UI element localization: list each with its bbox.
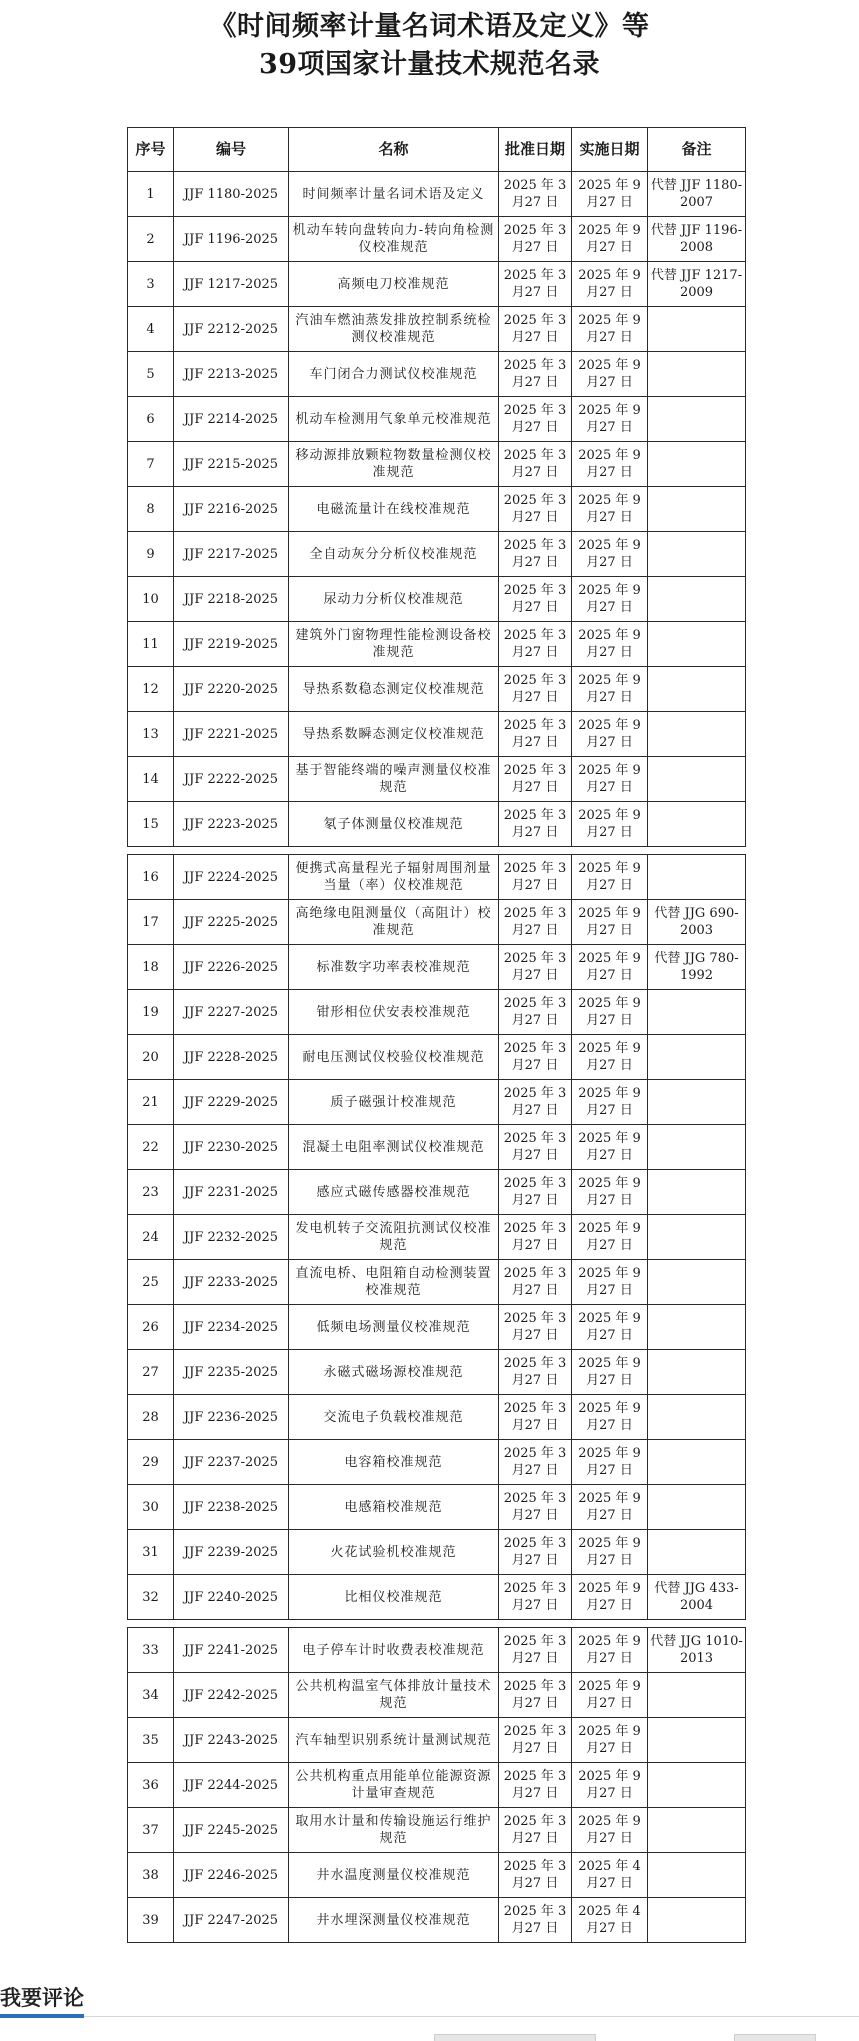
cell-code: JJF 2241-2025 <box>174 1628 289 1673</box>
cell-approve-date: 2025 年 3月27 日 <box>499 712 572 757</box>
comment-tab-underline <box>0 2014 84 2018</box>
cell-approve-date: 2025 年 3月27 日 <box>499 1215 572 1260</box>
cell-code: JJF 2245-2025 <box>174 1808 289 1853</box>
cell-remark <box>648 1035 746 1080</box>
header-approve-date: 批准日期 <box>499 128 572 172</box>
table-row <box>128 1808 746 1853</box>
cell-approve-date: 2025 年 3月27 日 <box>499 1305 572 1350</box>
divider <box>0 2016 859 2017</box>
cell-approve-date: 2025 年 3月27 日 <box>499 397 572 442</box>
cell-name: 电磁流量计在线校准规范 <box>289 487 499 532</box>
cell-implement-date: 2025 年 9月27 日 <box>572 397 648 442</box>
cell-seq: 34 <box>128 1673 174 1718</box>
cell-implement-date: 2025 年 9月27 日 <box>572 802 648 847</box>
cell-name: 导热系数稳态测定仪校准规范 <box>289 667 499 712</box>
cell-seq: 9 <box>128 532 174 577</box>
table-row <box>128 1260 746 1305</box>
cell-seq: 8 <box>128 487 174 532</box>
cell-code: JJF 1217-2025 <box>174 262 289 307</box>
cell-seq: 7 <box>128 442 174 487</box>
cell-code: JJF 2237-2025 <box>174 1440 289 1485</box>
cell-implement-date: 2025 年 9月27 日 <box>572 945 648 990</box>
cell-code: JJF 2221-2025 <box>174 712 289 757</box>
cell-name: 车门闭合力测试仪校准规范 <box>289 352 499 397</box>
cell-code: JJF 2219-2025 <box>174 622 289 667</box>
table-row <box>128 712 746 757</box>
cell-implement-date: 2025 年 9月27 日 <box>572 1215 648 1260</box>
cell-remark <box>648 1125 746 1170</box>
cell-implement-date: 2025 年 9月27 日 <box>572 352 648 397</box>
cell-seq: 16 <box>128 855 174 900</box>
cell-approve-date: 2025 年 3月27 日 <box>499 1718 572 1763</box>
cell-remark <box>648 622 746 667</box>
cell-code: JJF 2212-2025 <box>174 307 289 352</box>
cell-implement-date: 2025 年 9月27 日 <box>572 1718 648 1763</box>
cell-remark <box>648 855 746 900</box>
cell-implement-date: 2025 年 9月27 日 <box>572 442 648 487</box>
cell-seq: 39 <box>128 1898 174 1943</box>
cell-approve-date: 2025 年 3月27 日 <box>499 900 572 945</box>
cell-name: 机动车转向盘转向力-转向角检测仪校准规范 <box>289 217 499 262</box>
table-row <box>128 855 746 900</box>
cell-name: 汽油车燃油蒸发排放控制系统检测仪校准规范 <box>289 307 499 352</box>
cell-name: 机动车检测用气象单元校准规范 <box>289 397 499 442</box>
cell-implement-date: 2025 年 9月27 日 <box>572 1395 648 1440</box>
cell-remark <box>648 1530 746 1575</box>
cell-code: JJF 2222-2025 <box>174 757 289 802</box>
table-row <box>128 1305 746 1350</box>
cell-name: 高绝缘电阻测量仪（高阻计）校准规范 <box>289 900 499 945</box>
table-row <box>128 172 746 217</box>
cell-approve-date: 2025 年 3月27 日 <box>499 1170 572 1215</box>
page-break-cell <box>128 847 746 855</box>
table-row <box>128 217 746 262</box>
cell-code: JJF 2228-2025 <box>174 1035 289 1080</box>
table-row <box>128 1628 746 1673</box>
cell-name: 公共机构重点用能单位能源资源计量审查规范 <box>289 1763 499 1808</box>
cell-remark: 代替 JJG 1010-2013 <box>648 1628 746 1673</box>
cell-remark <box>648 1763 746 1808</box>
table-row <box>128 1035 746 1080</box>
cell-name: 发电机转子交流阻抗测试仪校准规范 <box>289 1215 499 1260</box>
cell-name: 汽车轴型识别系统计量测试规范 <box>289 1718 499 1763</box>
cell-remark <box>648 1853 746 1898</box>
table-row <box>128 1898 746 1943</box>
cell-implement-date: 2025 年 9月27 日 <box>572 1673 648 1718</box>
cell-seq: 21 <box>128 1080 174 1125</box>
cell-implement-date: 2025 年 9月27 日 <box>572 1440 648 1485</box>
cell-seq: 12 <box>128 667 174 712</box>
cell-name: 电容箱校准规范 <box>289 1440 499 1485</box>
cell-approve-date: 2025 年 3月27 日 <box>499 1485 572 1530</box>
cell-remark <box>648 1260 746 1305</box>
cell-remark <box>648 1440 746 1485</box>
table-row <box>128 1440 746 1485</box>
table-row <box>128 307 746 352</box>
cell-name: 时间频率计量名词术语及定义 <box>289 172 499 217</box>
cell-seq: 13 <box>128 712 174 757</box>
cell-implement-date: 2025 年 9月27 日 <box>572 900 648 945</box>
cell-approve-date: 2025 年 3月27 日 <box>499 1763 572 1808</box>
cell-seq: 36 <box>128 1763 174 1808</box>
cell-name: 公共机构温室气体排放计量技术规范 <box>289 1673 499 1718</box>
cell-name: 基于智能终端的噪声测量仪校准规范 <box>289 757 499 802</box>
table-row <box>128 1080 746 1125</box>
cell-seq: 26 <box>128 1305 174 1350</box>
cell-approve-date: 2025 年 3月27 日 <box>499 1395 572 1440</box>
cell-seq: 31 <box>128 1530 174 1575</box>
cell-remark: 代替 JJF 1217-2009 <box>648 262 746 307</box>
cell-code: JJF 2242-2025 <box>174 1673 289 1718</box>
cell-seq: 2 <box>128 217 174 262</box>
cell-name: 交流电子负载校准规范 <box>289 1395 499 1440</box>
table-row <box>128 1125 746 1170</box>
cell-approve-date: 2025 年 3月27 日 <box>499 1440 572 1485</box>
cell-remark <box>648 1485 746 1530</box>
cell-name: 电感箱校准规范 <box>289 1485 499 1530</box>
cell-name: 便携式高量程光子辐射周围剂量当量（率）仪校准规范 <box>289 855 499 900</box>
table-row <box>128 1763 746 1808</box>
cell-approve-date: 2025 年 3月27 日 <box>499 577 572 622</box>
cell-name: 高频电刀校准规范 <box>289 262 499 307</box>
cell-name: 直流电桥、电阻箱自动检测装置校准规范 <box>289 1260 499 1305</box>
cell-code: JJF 2243-2025 <box>174 1718 289 1763</box>
cell-name: 氡子体测量仪校准规范 <box>289 802 499 847</box>
header-implement-date: 实施日期 <box>572 128 648 172</box>
cell-code: JJF 1196-2025 <box>174 217 289 262</box>
cell-code: JJF 2225-2025 <box>174 900 289 945</box>
cell-code: JJF 2246-2025 <box>174 1853 289 1898</box>
cell-code: JJF 2218-2025 <box>174 577 289 622</box>
cell-approve-date: 2025 年 3月27 日 <box>499 1035 572 1080</box>
table-row <box>128 577 746 622</box>
cell-implement-date: 2025 年 9月27 日 <box>572 1170 648 1215</box>
cell-approve-date: 2025 年 3月27 日 <box>499 352 572 397</box>
cell-implement-date: 2025 年 9月27 日 <box>572 1575 648 1620</box>
cell-seq: 27 <box>128 1350 174 1395</box>
table-row <box>128 397 746 442</box>
cell-remark <box>648 990 746 1035</box>
cell-code: JJF 2238-2025 <box>174 1485 289 1530</box>
cell-implement-date: 2025 年 9月27 日 <box>572 532 648 577</box>
cell-remark <box>648 757 746 802</box>
table-row <box>128 1215 746 1260</box>
cell-name: 质子磁强计校准规范 <box>289 1080 499 1125</box>
table-row <box>128 1170 746 1215</box>
cell-remark <box>648 307 746 352</box>
cell-implement-date: 2025 年 9月27 日 <box>572 1260 648 1305</box>
cell-approve-date: 2025 年 3月27 日 <box>499 1898 572 1943</box>
cell-name: 井水埋深测量仪校准规范 <box>289 1898 499 1943</box>
cell-approve-date: 2025 年 3月27 日 <box>499 307 572 352</box>
table-row <box>128 442 746 487</box>
cell-code: JJF 2216-2025 <box>174 487 289 532</box>
cell-approve-date: 2025 年 3月27 日 <box>499 1350 572 1395</box>
cell-name: 火花试验机校准规范 <box>289 1530 499 1575</box>
cell-remark <box>648 1080 746 1125</box>
cell-name: 比相仪校准规范 <box>289 1575 499 1620</box>
cell-approve-date: 2025 年 3月27 日 <box>499 855 572 900</box>
table-row <box>128 1350 746 1395</box>
cell-implement-date: 2025 年 9月27 日 <box>572 1808 648 1853</box>
cell-approve-date: 2025 年 3月27 日 <box>499 1125 572 1170</box>
cell-name: 低频电场测量仪校准规范 <box>289 1305 499 1350</box>
cell-remark <box>648 352 746 397</box>
cell-name: 井水温度测量仪校准规范 <box>289 1853 499 1898</box>
comment-section <box>0 1972 859 2040</box>
cell-seq: 22 <box>128 1125 174 1170</box>
table-row <box>128 262 746 307</box>
cell-implement-date: 2025 年 4月27 日 <box>572 1853 648 1898</box>
cell-seq: 18 <box>128 945 174 990</box>
cell-code: JJF 2232-2025 <box>174 1215 289 1260</box>
cell-approve-date: 2025 年 3月27 日 <box>499 262 572 307</box>
cell-seq: 29 <box>128 1440 174 1485</box>
cell-implement-date: 2025 年 9月27 日 <box>572 577 648 622</box>
cell-seq: 11 <box>128 622 174 667</box>
cell-seq: 38 <box>128 1853 174 1898</box>
cell-name: 永磁式磁场源校准规范 <box>289 1350 499 1395</box>
table-row <box>128 1575 746 1620</box>
cell-remark: 代替 JJF 1196-2008 <box>648 217 746 262</box>
cell-approve-date: 2025 年 3月27 日 <box>499 1853 572 1898</box>
cell-name: 全自动灰分分析仪校准规范 <box>289 532 499 577</box>
cell-approve-date: 2025 年 3月27 日 <box>499 487 572 532</box>
cell-code: JJF 2236-2025 <box>174 1395 289 1440</box>
cell-remark <box>648 1718 746 1763</box>
cell-name: 电子停车计时收费表校准规范 <box>289 1628 499 1673</box>
cell-implement-date: 2025 年 9月27 日 <box>572 1763 648 1808</box>
cell-approve-date: 2025 年 3月27 日 <box>499 1080 572 1125</box>
table-header-row <box>128 128 746 172</box>
cell-name: 标准数字功率表校准规范 <box>289 945 499 990</box>
header-seq: 序号 <box>128 128 174 172</box>
cell-name: 混凝土电阻率测试仪校准规范 <box>289 1125 499 1170</box>
table-row <box>128 1718 746 1763</box>
header-code: 编号 <box>174 128 289 172</box>
cell-approve-date: 2025 年 3月27 日 <box>499 802 572 847</box>
cell-seq: 15 <box>128 802 174 847</box>
cell-seq: 37 <box>128 1808 174 1853</box>
cell-seq: 28 <box>128 1395 174 1440</box>
table-row <box>128 1395 746 1440</box>
cell-seq: 30 <box>128 1485 174 1530</box>
cell-approve-date: 2025 年 3月27 日 <box>499 1628 572 1673</box>
cell-code: JJF 2234-2025 <box>174 1305 289 1350</box>
cell-approve-date: 2025 年 3月27 日 <box>499 945 572 990</box>
cell-seq: 19 <box>128 990 174 1035</box>
table-row <box>128 1530 746 1575</box>
cell-implement-date: 2025 年 9月27 日 <box>572 487 648 532</box>
table-row <box>128 900 746 945</box>
cell-seq: 14 <box>128 757 174 802</box>
table-row <box>128 990 746 1035</box>
cell-remark <box>648 1808 746 1853</box>
cell-remark: 代替 JJG 780-1992 <box>648 945 746 990</box>
cell-implement-date: 2025 年 9月27 日 <box>572 712 648 757</box>
cell-seq: 5 <box>128 352 174 397</box>
cell-implement-date: 2025 年 9月27 日 <box>572 217 648 262</box>
cell-remark: 代替 JJG 433-2004 <box>648 1575 746 1620</box>
table-row <box>128 487 746 532</box>
cell-remark <box>648 1898 746 1943</box>
cell-code: JJF 2217-2025 <box>174 532 289 577</box>
cell-implement-date: 2025 年 9月27 日 <box>572 1350 648 1395</box>
cell-implement-date: 2025 年 9月27 日 <box>572 622 648 667</box>
table-page-break <box>128 847 746 855</box>
cell-approve-date: 2025 年 3月27 日 <box>499 1575 572 1620</box>
cell-implement-date: 2025 年 9月27 日 <box>572 1125 648 1170</box>
cell-remark <box>648 667 746 712</box>
cell-seq: 35 <box>128 1718 174 1763</box>
cell-remark <box>648 802 746 847</box>
table-row <box>128 532 746 577</box>
cell-implement-date: 2025 年 9月27 日 <box>572 262 648 307</box>
cell-approve-date: 2025 年 3月27 日 <box>499 622 572 667</box>
cell-approve-date: 2025 年 3月27 日 <box>499 1673 572 1718</box>
cell-implement-date: 2025 年 9月27 日 <box>572 855 648 900</box>
title-line-2: 39项国家计量技术规范名录 <box>258 49 601 80</box>
title-line-1: 《时间频率计量名词术语及定义》等 <box>209 11 650 42</box>
cell-name: 尿动力分析仪校准规范 <box>289 577 499 622</box>
cell-seq: 1 <box>128 172 174 217</box>
cell-name: 建筑外门窗物理性能检测设备校准规范 <box>289 622 499 667</box>
cell-code: JJF 2239-2025 <box>174 1530 289 1575</box>
table-row <box>128 1853 746 1898</box>
cell-approve-date: 2025 年 3月27 日 <box>499 172 572 217</box>
cell-code: JJF 1180-2025 <box>174 172 289 217</box>
cell-seq: 20 <box>128 1035 174 1080</box>
table-row <box>128 945 746 990</box>
cell-code: JJF 2247-2025 <box>174 1898 289 1943</box>
cell-remark <box>648 1215 746 1260</box>
cell-remark <box>648 712 746 757</box>
cell-code: JJF 2233-2025 <box>174 1260 289 1305</box>
header-name: 名称 <box>289 128 499 172</box>
cell-seq: 6 <box>128 397 174 442</box>
cell-implement-date: 2025 年 9月27 日 <box>572 667 648 712</box>
cell-seq: 3 <box>128 262 174 307</box>
cell-approve-date: 2025 年 3月27 日 <box>499 990 572 1035</box>
cell-name: 耐电压测试仪校验仪校准规范 <box>289 1035 499 1080</box>
cell-seq: 4 <box>128 307 174 352</box>
cell-remark <box>648 397 746 442</box>
page-title <box>0 8 859 84</box>
cell-code: JJF 2230-2025 <box>174 1125 289 1170</box>
table-row <box>128 802 746 847</box>
cell-implement-date: 2025 年 9月27 日 <box>572 172 648 217</box>
table-row <box>128 622 746 667</box>
cell-code: JJF 2235-2025 <box>174 1350 289 1395</box>
cell-remark: 代替 JJF 1180-2007 <box>648 172 746 217</box>
cell-implement-date: 2025 年 4月27 日 <box>572 1898 648 1943</box>
header-remark: 备注 <box>648 128 746 172</box>
cell-seq: 23 <box>128 1170 174 1215</box>
comment-title: 我要评论 <box>0 1986 84 2010</box>
cell-implement-date: 2025 年 9月27 日 <box>572 1530 648 1575</box>
table-row <box>128 1485 746 1530</box>
table-row <box>128 1673 746 1718</box>
cell-code: JJF 2240-2025 <box>174 1575 289 1620</box>
cell-approve-date: 2025 年 3月27 日 <box>499 532 572 577</box>
cell-approve-date: 2025 年 3月27 日 <box>499 442 572 487</box>
cell-code: JJF 2229-2025 <box>174 1080 289 1125</box>
cell-code: JJF 2214-2025 <box>174 397 289 442</box>
cell-approve-date: 2025 年 3月27 日 <box>499 1808 572 1853</box>
cell-implement-date: 2025 年 9月27 日 <box>572 757 648 802</box>
cell-code: JJF 2226-2025 <box>174 945 289 990</box>
table-row <box>128 757 746 802</box>
cell-remark <box>648 532 746 577</box>
cell-seq: 17 <box>128 900 174 945</box>
cell-implement-date: 2025 年 9月27 日 <box>572 1080 648 1125</box>
standards-table <box>127 127 746 1943</box>
page-break-cell <box>128 1620 746 1628</box>
cell-name: 取用水计量和传输设施运行维护规范 <box>289 1808 499 1853</box>
cell-name: 移动源排放颗粒物数量检测仪校准规范 <box>289 442 499 487</box>
cell-remark <box>648 577 746 622</box>
cell-code: JJF 2227-2025 <box>174 990 289 1035</box>
cell-approve-date: 2025 年 3月27 日 <box>499 667 572 712</box>
cell-remark: 代替 JJG 690-2003 <box>648 900 746 945</box>
cell-remark <box>648 1395 746 1440</box>
cell-approve-date: 2025 年 3月27 日 <box>499 757 572 802</box>
table-row <box>128 667 746 712</box>
cell-code: JJF 2213-2025 <box>174 352 289 397</box>
cell-remark <box>648 1170 746 1215</box>
cell-implement-date: 2025 年 9月27 日 <box>572 1305 648 1350</box>
cell-name: 导热系数瞬态测定仪校准规范 <box>289 712 499 757</box>
cell-implement-date: 2025 年 9月27 日 <box>572 1628 648 1673</box>
cell-approve-date: 2025 年 3月27 日 <box>499 1260 572 1305</box>
cell-code: JJF 2215-2025 <box>174 442 289 487</box>
cell-approve-date: 2025 年 3月27 日 <box>499 1530 572 1575</box>
cell-code: JJF 2223-2025 <box>174 802 289 847</box>
cell-seq: 33 <box>128 1628 174 1673</box>
cell-seq: 24 <box>128 1215 174 1260</box>
cell-remark <box>648 1350 746 1395</box>
cell-seq: 10 <box>128 577 174 622</box>
table-page-break <box>128 1620 746 1628</box>
cell-code: JJF 2220-2025 <box>174 667 289 712</box>
table-row <box>128 352 746 397</box>
cell-implement-date: 2025 年 9月27 日 <box>572 990 648 1035</box>
cell-code: JJF 2231-2025 <box>174 1170 289 1215</box>
cell-name: 感应式磁传感器校准规范 <box>289 1170 499 1215</box>
cell-seq: 25 <box>128 1260 174 1305</box>
cell-remark <box>648 1305 746 1350</box>
cell-remark <box>648 1673 746 1718</box>
cell-remark <box>648 442 746 487</box>
cell-approve-date: 2025 年 3月27 日 <box>499 217 572 262</box>
cell-remark <box>648 487 746 532</box>
cell-implement-date: 2025 年 9月27 日 <box>572 307 648 352</box>
cell-code: JJF 2244-2025 <box>174 1763 289 1808</box>
cell-code: JJF 2224-2025 <box>174 855 289 900</box>
cell-seq: 32 <box>128 1575 174 1620</box>
cell-implement-date: 2025 年 9月27 日 <box>572 1035 648 1080</box>
cell-name: 钳形相位伏安表校准规范 <box>289 990 499 1035</box>
cell-implement-date: 2025 年 9月27 日 <box>572 1485 648 1530</box>
